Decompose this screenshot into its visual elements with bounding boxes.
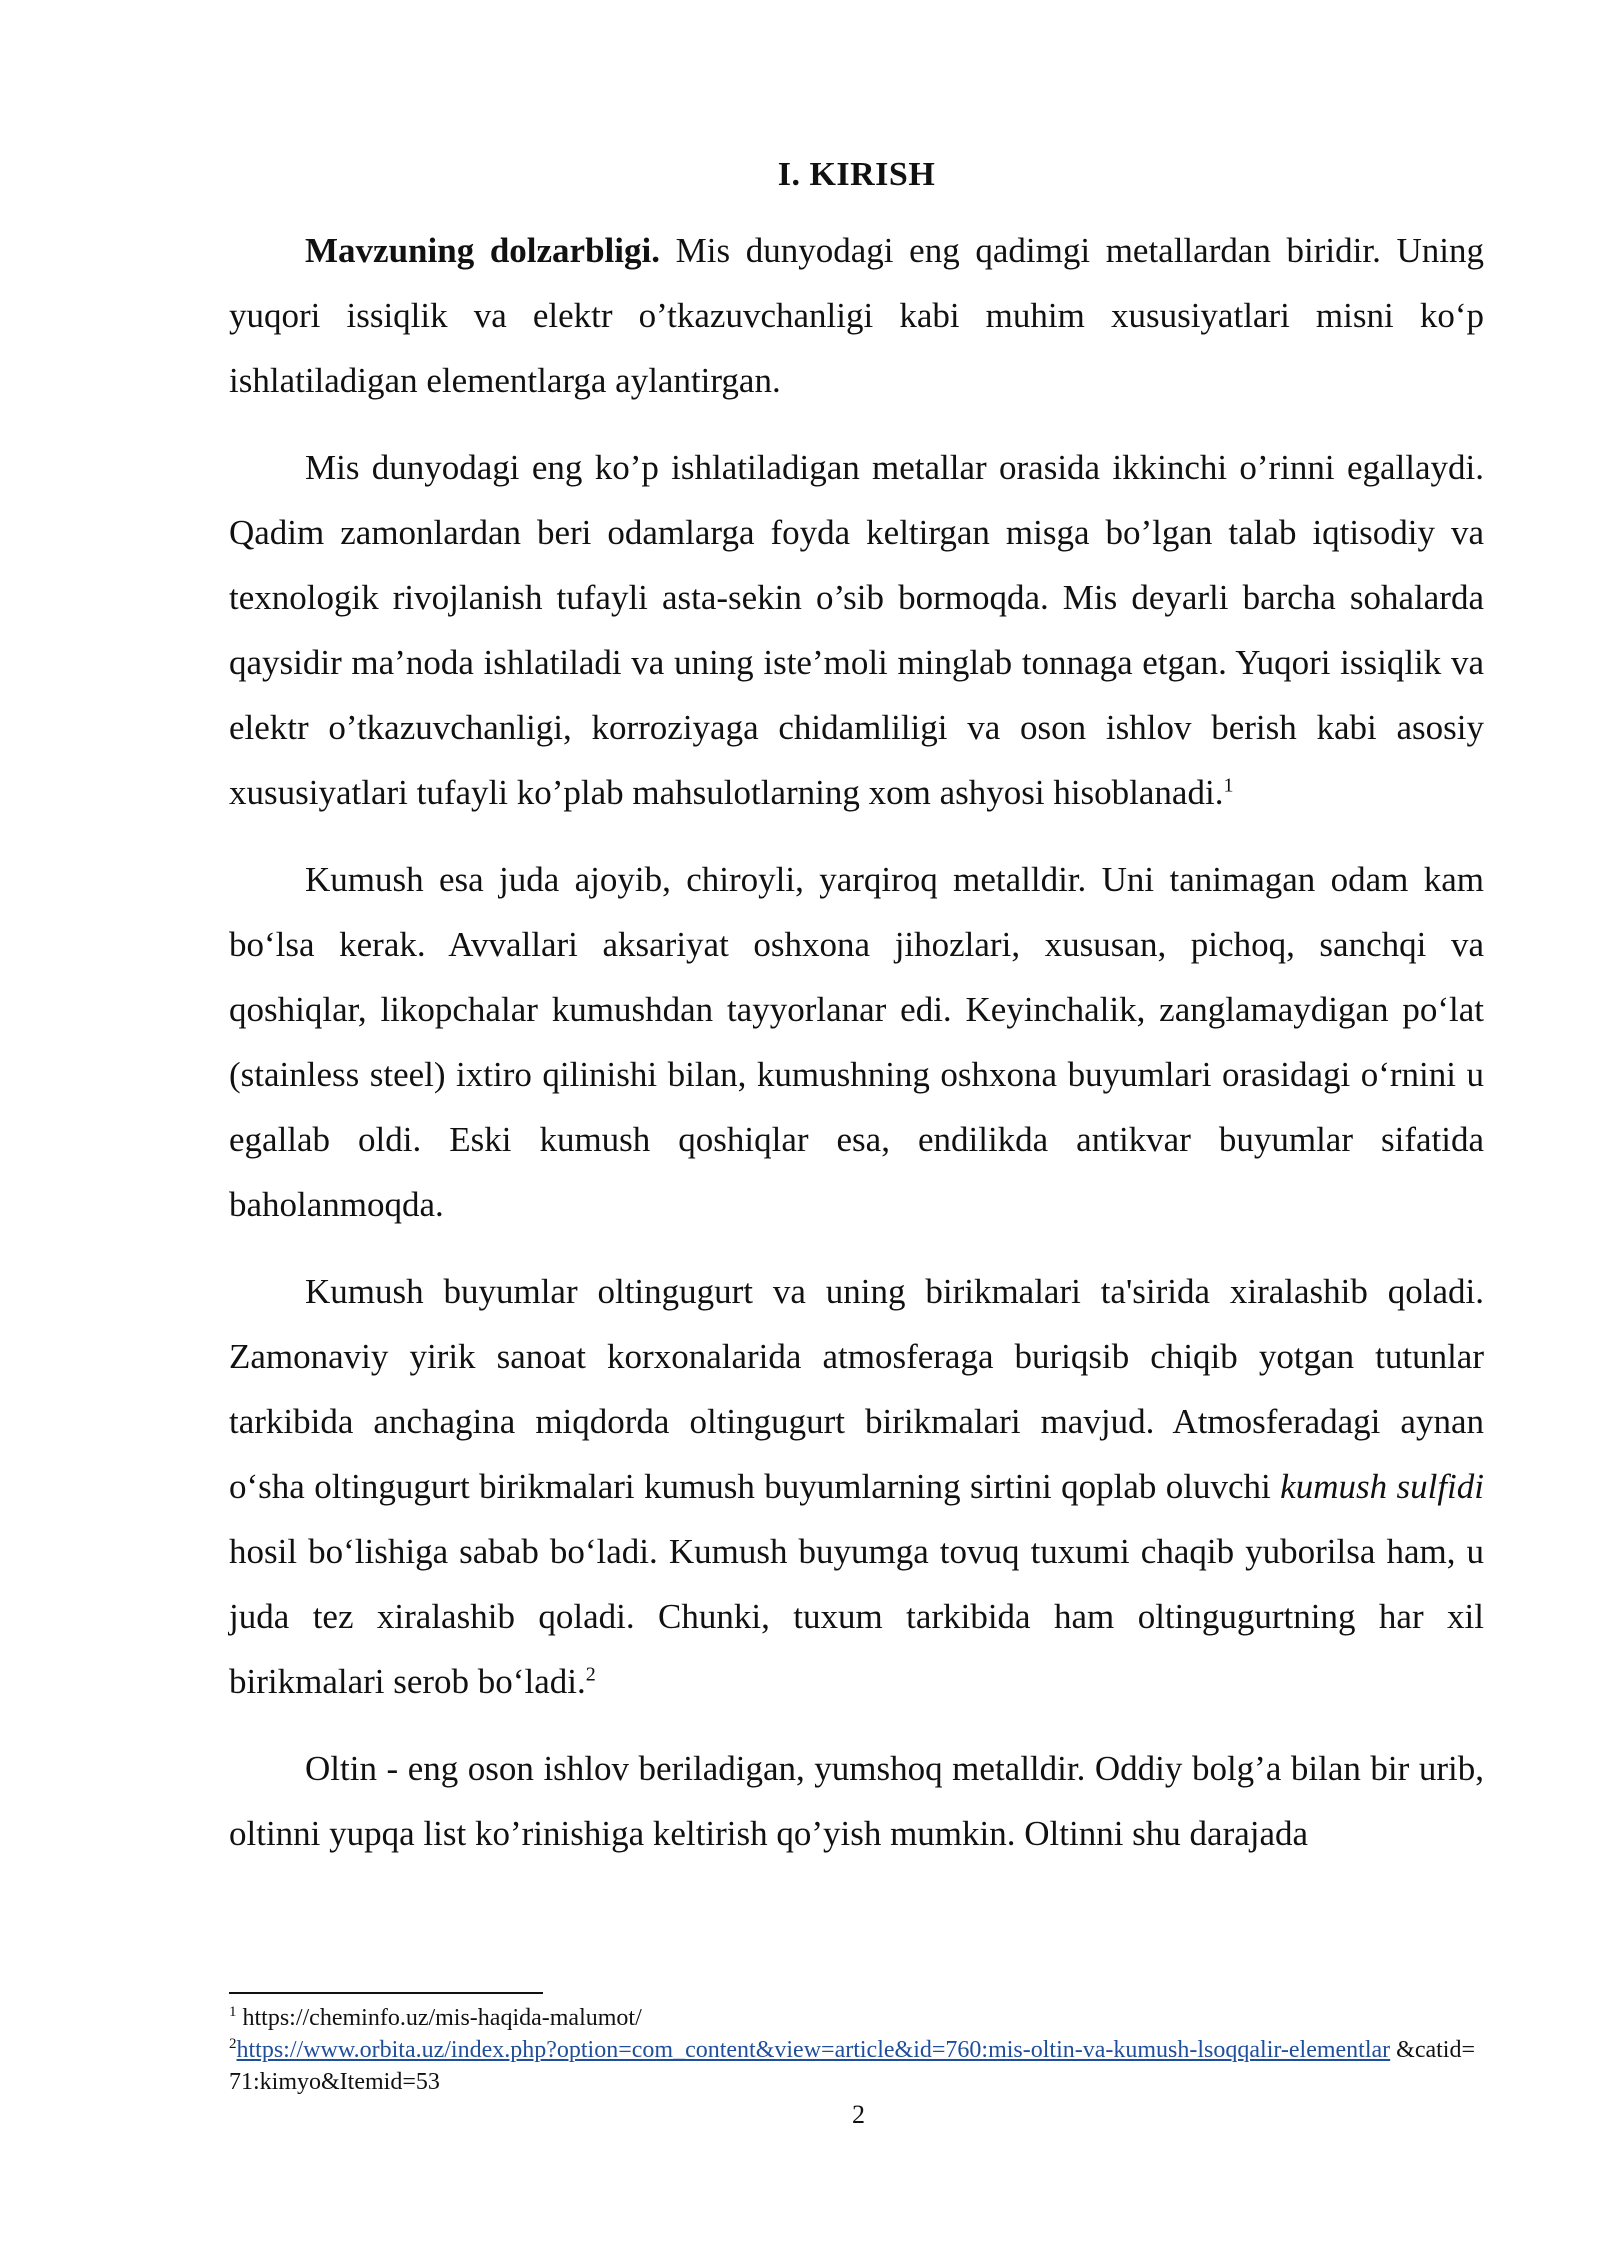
footnote-reference[interactable]: 2	[585, 1663, 596, 1686]
paragraph-gold	[229, 1736, 1484, 1866]
paragraph-text: Kumush esa juda ajoyib, chiroyli, yarqiroq metalldir. Uni tanimagan odam kam boʻlsa kerak. Avvallari aksariyat oshxona jihozlari, xususan, pichoq, sanchqi va qoshiqlar, likopchalar kumushdan tayyorlanar edi. Keyinchalik, zanglamaydigan poʻlat (stainless steel) ixtiro qilinishi bilan, kumushning oshxona buyumlari orasidagi oʻrnini u egallab oldi. Eski kumush qoshiqlar esa, endilikda antikvar buyumlar sifatida baholanmoqda.	[229, 860, 1484, 1224]
paragraph-text: Oltin - eng oson ishlov beriladigan, yumshoq metalldir. Oddiy bolg’a bilan bir urib, oltinni yupqa list ko’rinishiga keltirish qo’yish mumkin. Oltinni shu darajada	[229, 1749, 1484, 1853]
footnote-text: https://cheminfo.uz/mis-haqida-malumot/	[236, 2005, 642, 2031]
section-title: I. KIRISH	[777, 156, 936, 193]
footnote-text: &catid= 71:kimyo&Itemid=53	[229, 2037, 1475, 2095]
footnote-separator	[229, 1992, 543, 1994]
footnote-reference[interactable]: 1	[1223, 774, 1234, 797]
document-body	[229, 150, 1484, 1888]
paragraph-relevance	[229, 218, 1484, 413]
footnote-link[interactable]: https://www.orbita.uz/index.php?option=com_content&view=article&id=760:mis-oltin-va-kumush-lsoqqalir-elementlar	[236, 2037, 1391, 2063]
footnote-number: 2	[229, 2036, 237, 2052]
paragraph-silver-tarnish	[229, 1259, 1484, 1714]
paragraph-silver	[229, 847, 1484, 1237]
paragraph-text: Mis dunyodagi eng qadimgi metallardan biridir. Uning yuqori issiqlik va elektr o’tkazuvchanligi kabi muhim xususiyatlari misni koʻp ishlatiladigan elementlarga aylantirgan.	[229, 231, 1484, 400]
page-number: 2	[852, 2100, 865, 2129]
footnote-2	[229, 2034, 1484, 2098]
paragraph-text: Mis dunyodagi eng ko’p ishlatiladigan metallar orasida ikkinchi o’rinni egallaydi. Qadim zamonlardan beri odamlarga foyda keltirgan misga bo’lgan talab iqtisodiy va texnologik rivojlanish tufayli asta-sekin o’sib bormoqda. Mis deyarli barcha sohalarda qaysidir ma’noda ishlatiladi va uning iste’moli minglab tonnaga etgan. Yuqori issiqlik va elektr o’tkazuvchanligi, korroziyaga chidamliligi va oson ishlov berish kabi asosiy xususiyatlari tufayli ko’plab mahsulotlarning xom ashyosi hisoblanadi.	[229, 448, 1484, 812]
footnotes	[229, 2002, 1484, 2098]
footnote-number: 1	[229, 2004, 237, 2020]
paragraph-text: hosil boʻlishiga sabab boʻladi. Kumush buyumga tovuq tuxumi chaqib yuborilsa ham, u juda tez xiralashib qoladi. Chunki, tuxum tarkibida ham oltingugurtning har xil birikmalari serob boʻladi.	[229, 1532, 1484, 1701]
paragraph-lead-heading: Mavzuning dolzarbligi.	[305, 231, 660, 270]
footnote-1	[229, 2002, 1484, 2034]
italic-term: kumush sulfidi	[1280, 1467, 1485, 1506]
paragraph-copper	[229, 435, 1484, 825]
paragraph-text: Kumush buyumlar oltingugurt va uning birikmalari ta'sirida xiralashib qoladi. Zamonaviy yirik sanoat korxonalarida atmosferaga buriqsib chiqib yotgan tutunlar tarkibida anchagina miqdorda oltingugurt birikmalari mavjud. Atmosferadagi aynan oʻsha oltingugurt birikmalari kumush buyumlarning sirtini qoplab oluvchi	[229, 1272, 1484, 1506]
